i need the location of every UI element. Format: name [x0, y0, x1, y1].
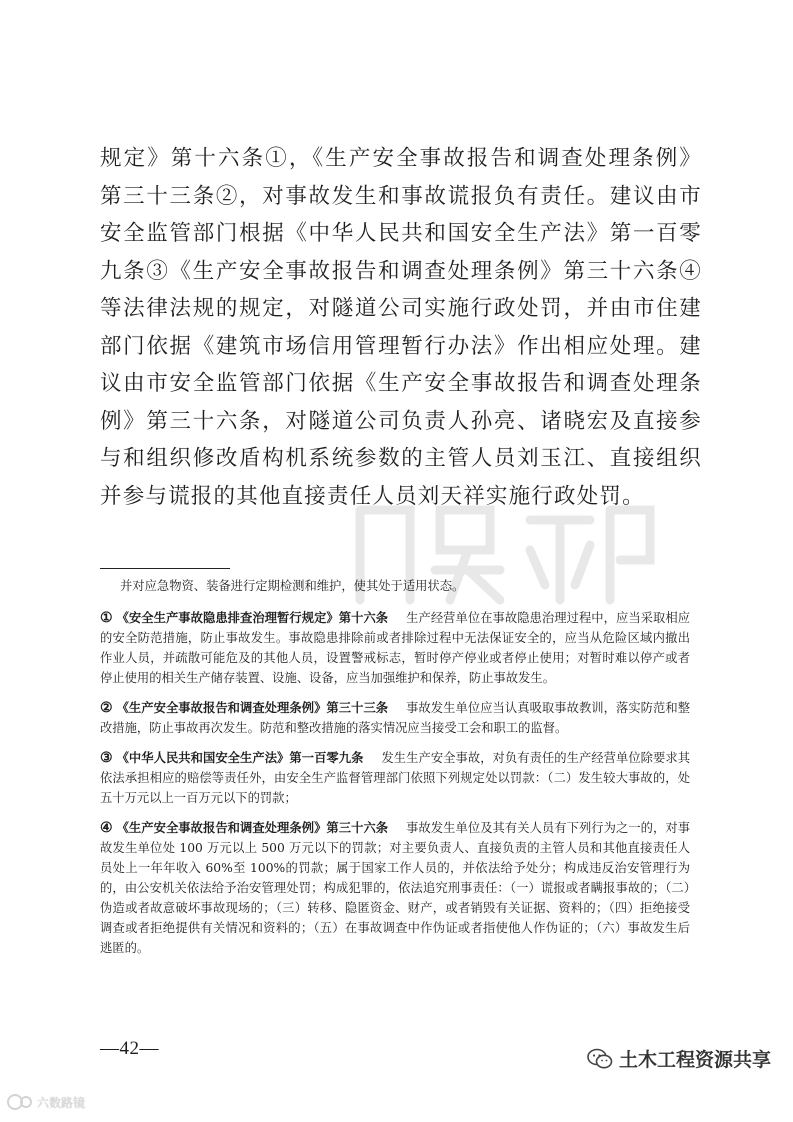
footnote-text: 生产经营单位在事故隐患治理过程中，应当采取相应的安全防范措施，防止事故发生。事故隐患排除前或者排除过程中无法保证安全的，应当从危险区域内撤出作业人员，并疏散可能危及的其他人员，设置警戒标志，暂时停产停业或者停止使用；对暂时难以停产或者停止使用的相关生产储存装置、设施、设备，应当加强维护和保养，防止事故发生。 [100, 611, 690, 685]
footnotes [100, 576, 690, 968]
camera-lens-icon [6, 1092, 34, 1112]
page-number: —42— [100, 1038, 159, 1059]
footnote-marker: ③ [100, 750, 113, 766]
corner-watermark-text: 六数路镜 [37, 1095, 86, 1110]
brand-watermark-text: 土木工程资源共享 [618, 1049, 771, 1071]
footnote-text: 发生生产安全事故，对负有责任的生产经营单位除要求其依法承担相应的赔偿等责任外，由安全生产监督管理部门依照下列规定处以罚款：（二）发生较大事故的，处五十万元以上一百万元以下的罚款； [100, 751, 690, 805]
footnote-text: 事故发生单位及其有关人员有下列行为之一的，对事故发生单位处 100 万元以上 500 万元以下的罚款；对主要负责人、直接负责的主管人员和其他直接责任人员处上一年年收入 60%至 100%的罚款；属于国家工作人员的，并依法给予处分；构成违反治安管理行为的，由公安机关依法给予治安管理处罚；构成犯罪的，依法追究刑事责任：（一）谎报或者瞒报事故的；（二）伪造或者故意破坏事故现场的；（三）转移、隐匿资金、财产，或者销毁有关证据、资料的；（四）拒绝接受调查或者拒绝提供有关情况和资料的；（五）在事故调查中作伪证或者指使他人作伪证的；（六）事故发生后逃匿的。 [100, 821, 690, 955]
body-paragraph [100, 140, 702, 515]
footnote-marker: ④ [100, 820, 113, 836]
corner-watermark [6, 1092, 85, 1112]
footnote-1 [100, 608, 690, 688]
footnote-text: 事故发生单位应当认真吸取事故教训，落实防范和整改措施，防止事故再次发生。防范和整改措施的落实情况应当接受工会和职工的监督。 [100, 701, 690, 735]
footnote-title: 《安全生产事故隐患排查治理暂行规定》第十六条 [116, 610, 389, 625]
footnote-title: 《生产安全事故报告和调查处理条例》第三十三条 [116, 700, 389, 715]
footnote-title: 《中华人民共和国安全生产法》第一百零九条 [116, 750, 364, 765]
wechat-icon [587, 1048, 613, 1070]
footnote-4 [100, 818, 690, 958]
brand-watermark [587, 1045, 771, 1072]
footnote-marker: ① [100, 610, 113, 626]
footnote-2 [100, 698, 690, 738]
footnote-3 [100, 748, 690, 808]
footnote-marker: ② [100, 700, 113, 716]
footnote-divider [100, 568, 230, 569]
footnote-continuation: 并对应急物资、装备进行定期检测和维护，使其处于适用状态。 [120, 579, 465, 593]
body-paragraph-text: 规定》第十六条①，《生产安全事故报告和调查处理条例》第三十三条②，对事故发生和事故谎报负有责任。建议由市安全监管部门根据《中华人民共和国安全生产法》第一百零九条③《生产安全事故报告和调查处理条例》第三十六条④等法律法规的规定，对隧道公司实施行政处罚，并由市住建部门依据《建筑市场信用管理暂行办法》作出相应处理。建议由市安全监管部门依据《生产安全事故报告和调查处理条例》第三十六条，对隧道公司负责人孙亮、诸晓宏及直接参与和组织修改盾构机系统参数的主管人员刘玉江、直接组织并参与谎报的其他直接责任人员刘天祥实施行政处罚。 [100, 146, 702, 509]
footnote-title: 《生产安全事故报告和调查处理条例》第三十六条 [116, 820, 389, 835]
